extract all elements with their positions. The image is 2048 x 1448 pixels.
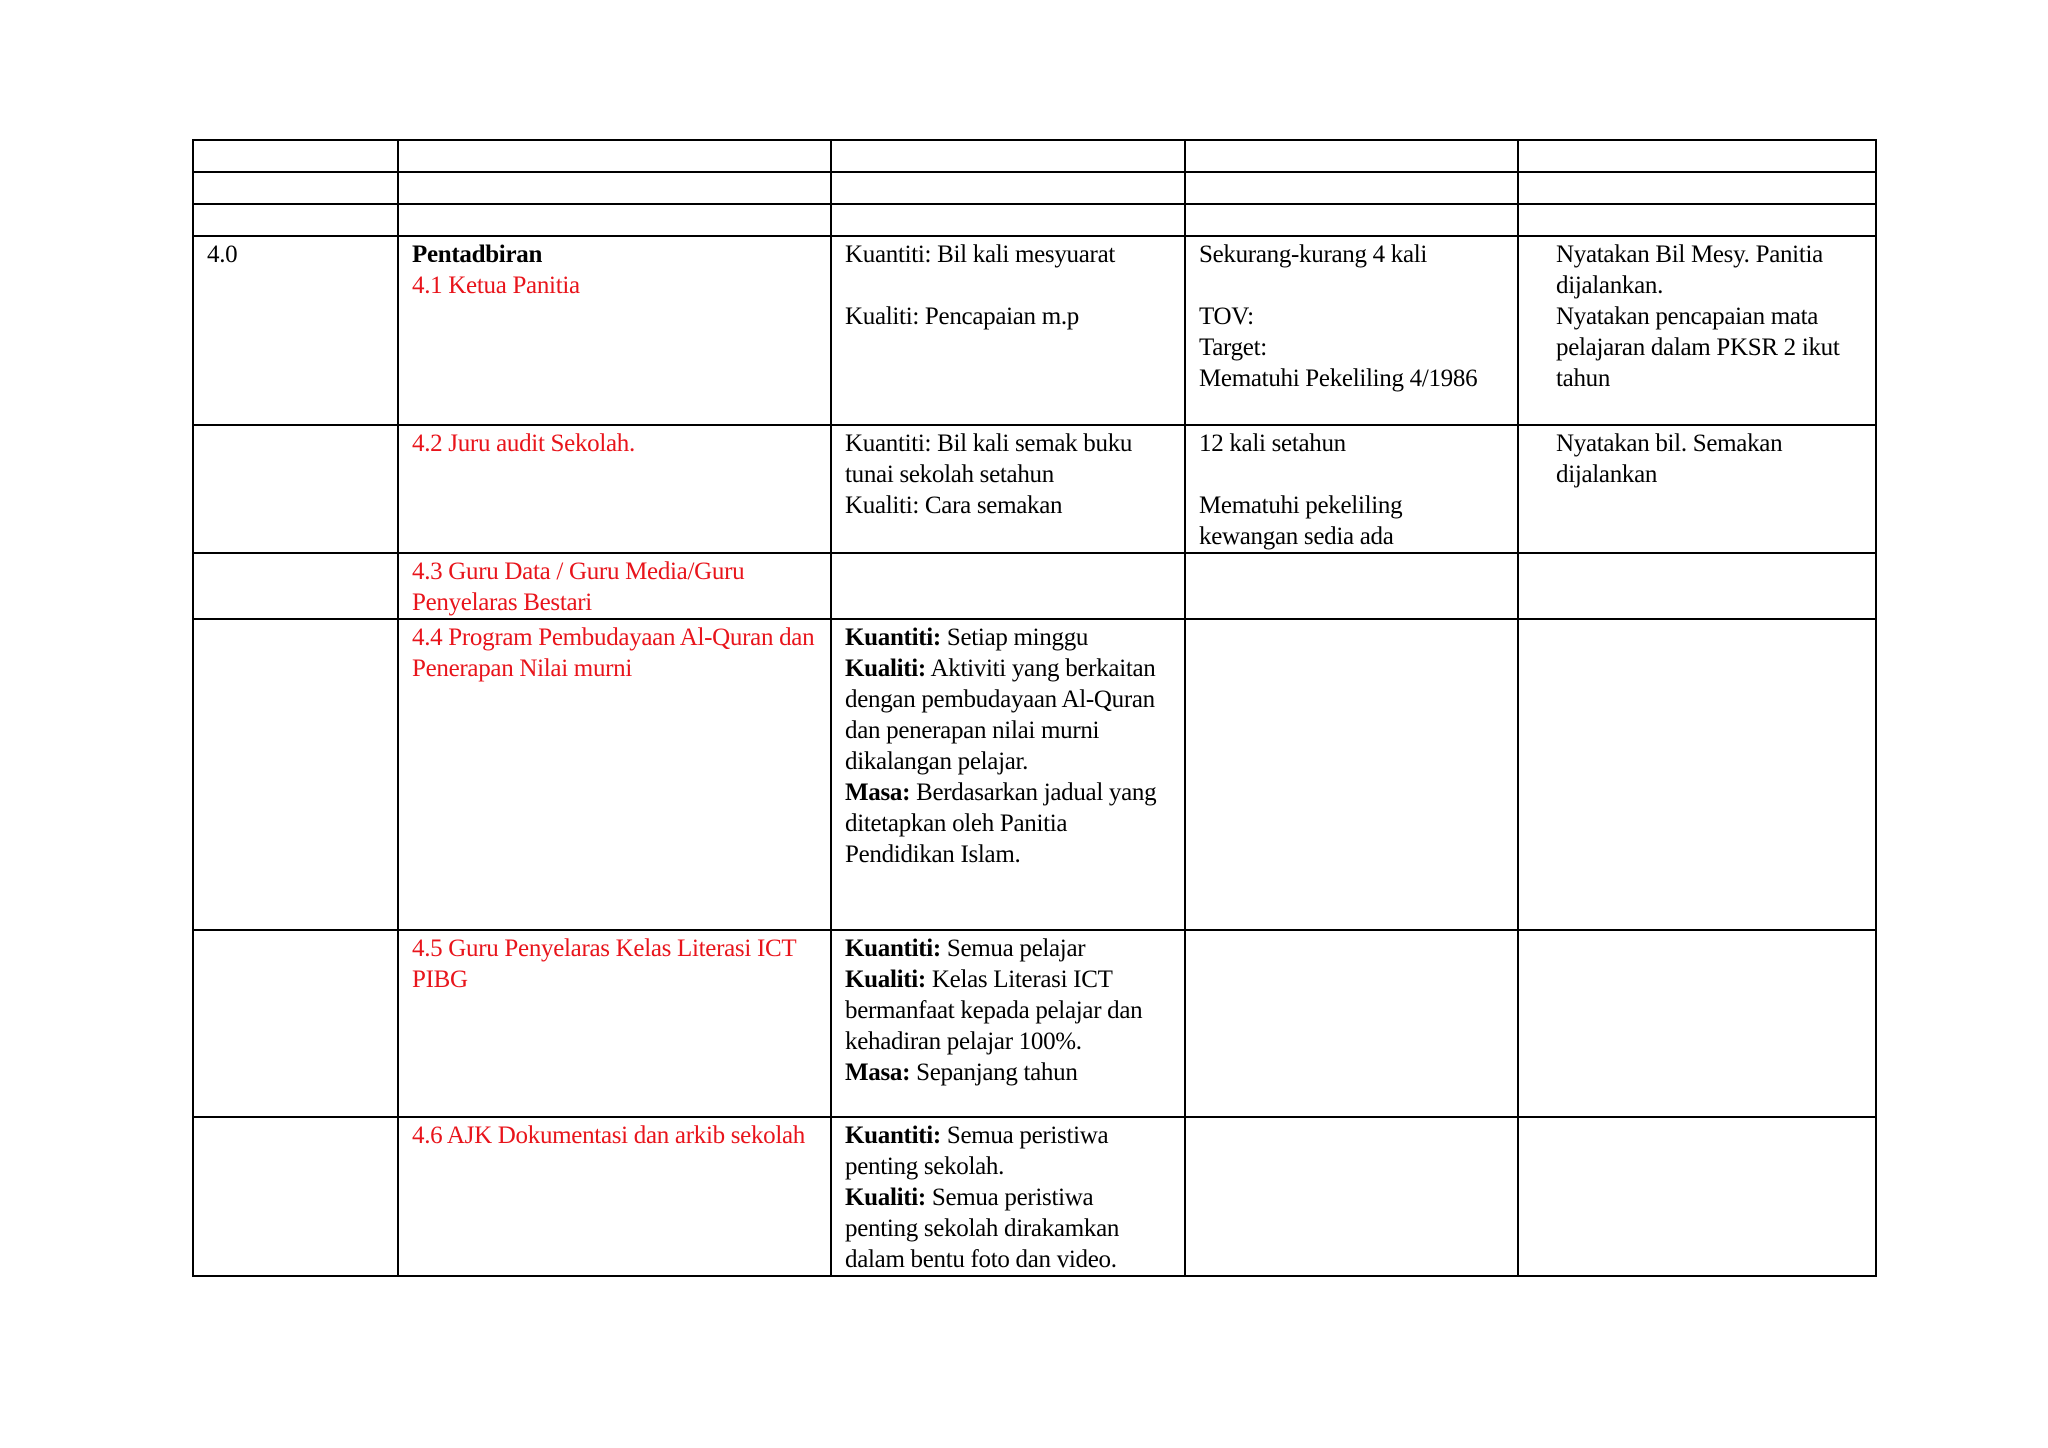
table-cell <box>1185 930 1518 1117</box>
item-cell <box>398 619 831 930</box>
cell-text: Kuantiti: Bil kali semak buku tunai sekolah setahun <box>845 430 1133 488</box>
masa-label: Masa: <box>845 779 911 806</box>
table-cell <box>398 140 831 172</box>
cell-text: Nyatakan Bil Mesy. Panitia dijalankan. <box>1556 241 1823 299</box>
table-row <box>193 930 1876 1117</box>
table-cell <box>831 172 1185 204</box>
cell-text: Target: <box>1199 334 1267 361</box>
table-cell <box>1185 140 1518 172</box>
table-row <box>193 425 1876 553</box>
table-cell <box>193 140 398 172</box>
table-row <box>193 619 1876 930</box>
table-row <box>193 1117 1876 1276</box>
item-cell <box>398 1117 831 1276</box>
cell-text: Semua pelajar <box>940 935 1086 962</box>
plan-table <box>192 139 1877 1277</box>
cell-text: TOV: <box>1199 303 1254 330</box>
cell-text: Sekurang-kurang 4 kali <box>1199 241 1428 268</box>
cell-text: Semua peristiwa penting sekolah. <box>845 1122 1109 1180</box>
table-cell <box>193 553 398 619</box>
section-number: 4.0 <box>207 241 238 268</box>
item-cell <box>398 553 831 619</box>
cell-text: Semua peristiwa penting sekolah dirakamkan dalam bentu foto dan video. <box>845 1184 1120 1273</box>
indicator-cell <box>831 619 1185 930</box>
table-cell <box>193 172 398 204</box>
cell-text: 12 kali setahun <box>1199 430 1346 457</box>
item-title: 4.5 Guru Penyelaras Kelas Literasi ICT PIBG <box>412 935 796 993</box>
table-cell <box>1518 930 1876 1117</box>
table-cell <box>1518 619 1876 930</box>
table-cell <box>1518 140 1876 172</box>
table-cell <box>193 619 398 930</box>
target-cell <box>1185 425 1518 553</box>
section-heading: Pentadbiran <box>412 241 543 268</box>
kuantiti-label: Kuantiti: <box>845 624 941 651</box>
table-cell <box>1518 553 1876 619</box>
cell-text: Nyatakan bil. Semakan dijalankan <box>1556 430 1783 488</box>
item-title: 4.3 Guru Data / Guru Media/Guru Penyelaras Bestari <box>412 558 745 616</box>
table-cell <box>1185 619 1518 930</box>
table-cell <box>1185 553 1518 619</box>
evidence-cell <box>1518 236 1876 425</box>
empty-row <box>193 204 1876 236</box>
table-row <box>193 236 1876 425</box>
kualiti-label: Kualiti: <box>845 966 926 993</box>
table-cell <box>1518 204 1876 236</box>
cell-text: Sepanjang tahun <box>910 1059 1078 1086</box>
target-cell <box>1185 236 1518 425</box>
table-cell <box>1185 1117 1518 1276</box>
cell-text: Berdasarkan jadual yang ditetapkan oleh Panitia Pendidikan Islam. <box>845 779 1157 868</box>
item-cell <box>398 425 831 553</box>
indicator-cell <box>831 425 1185 553</box>
cell-text: Nyatakan pencapaian mata pelajaran dalam PKSR 2 ikut tahun <box>1556 303 1840 392</box>
table-cell <box>398 172 831 204</box>
kuantiti-label: Kuantiti: <box>845 935 941 962</box>
table-cell <box>193 930 398 1117</box>
indicator-cell <box>831 236 1185 425</box>
indicator-cell <box>831 930 1185 1117</box>
empty-row <box>193 140 1876 172</box>
kualiti-label: Kualiti: <box>845 655 926 682</box>
table-cell <box>1518 1117 1876 1276</box>
masa-label: Masa: <box>845 1059 911 1086</box>
item-title: 4.6 AJK Dokumentasi dan arkib sekolah <box>412 1122 806 1149</box>
evidence-cell <box>1518 425 1876 553</box>
empty-row <box>193 172 1876 204</box>
table-cell <box>398 204 831 236</box>
table-cell <box>831 204 1185 236</box>
table-cell <box>1518 172 1876 204</box>
item-title: 4.2 Juru audit Sekolah. <box>412 430 635 457</box>
kualiti-label: Kualiti: <box>845 1184 926 1211</box>
cell-text: Kualiti: Cara semakan <box>845 492 1063 519</box>
table-cell <box>1185 172 1518 204</box>
cell-text: Kuantiti: Bil kali mesyuarat <box>845 241 1116 268</box>
cell-text: Mematuhi pekeliling kewangan sedia ada <box>1199 492 1403 550</box>
table-cell <box>1185 204 1518 236</box>
item-cell <box>398 236 831 425</box>
table-row <box>193 553 1876 619</box>
kuantiti-label: Kuantiti: <box>845 1122 941 1149</box>
table-cell <box>193 1117 398 1276</box>
cell-text: Setiap minggu <box>940 624 1089 651</box>
section-number-cell <box>193 236 398 425</box>
item-cell <box>398 930 831 1117</box>
table-cell <box>193 204 398 236</box>
cell-text: Aktiviti yang berkaitan dengan pembudayaan Al-Quran dan penerapan nilai murni dikalangan pelajar. <box>845 655 1156 775</box>
item-title: 4.4 Program Pembudayaan Al-Quran dan Penerapan Nilai murni <box>412 624 815 682</box>
indicator-cell <box>831 1117 1185 1276</box>
table-cell <box>193 425 398 553</box>
cell-text: Mematuhi Pekeliling 4/1986 <box>1199 365 1478 392</box>
cell-text: Kelas Literasi ICT bermanfaat kepada pelajar dan kehadiran pelajar 100%. <box>845 966 1143 1055</box>
cell-text: Kualiti: Pencapaian m.p <box>845 303 1080 330</box>
table-cell <box>831 140 1185 172</box>
item-title: 4.1 Ketua Panitia <box>412 272 580 299</box>
table-cell <box>831 553 1185 619</box>
